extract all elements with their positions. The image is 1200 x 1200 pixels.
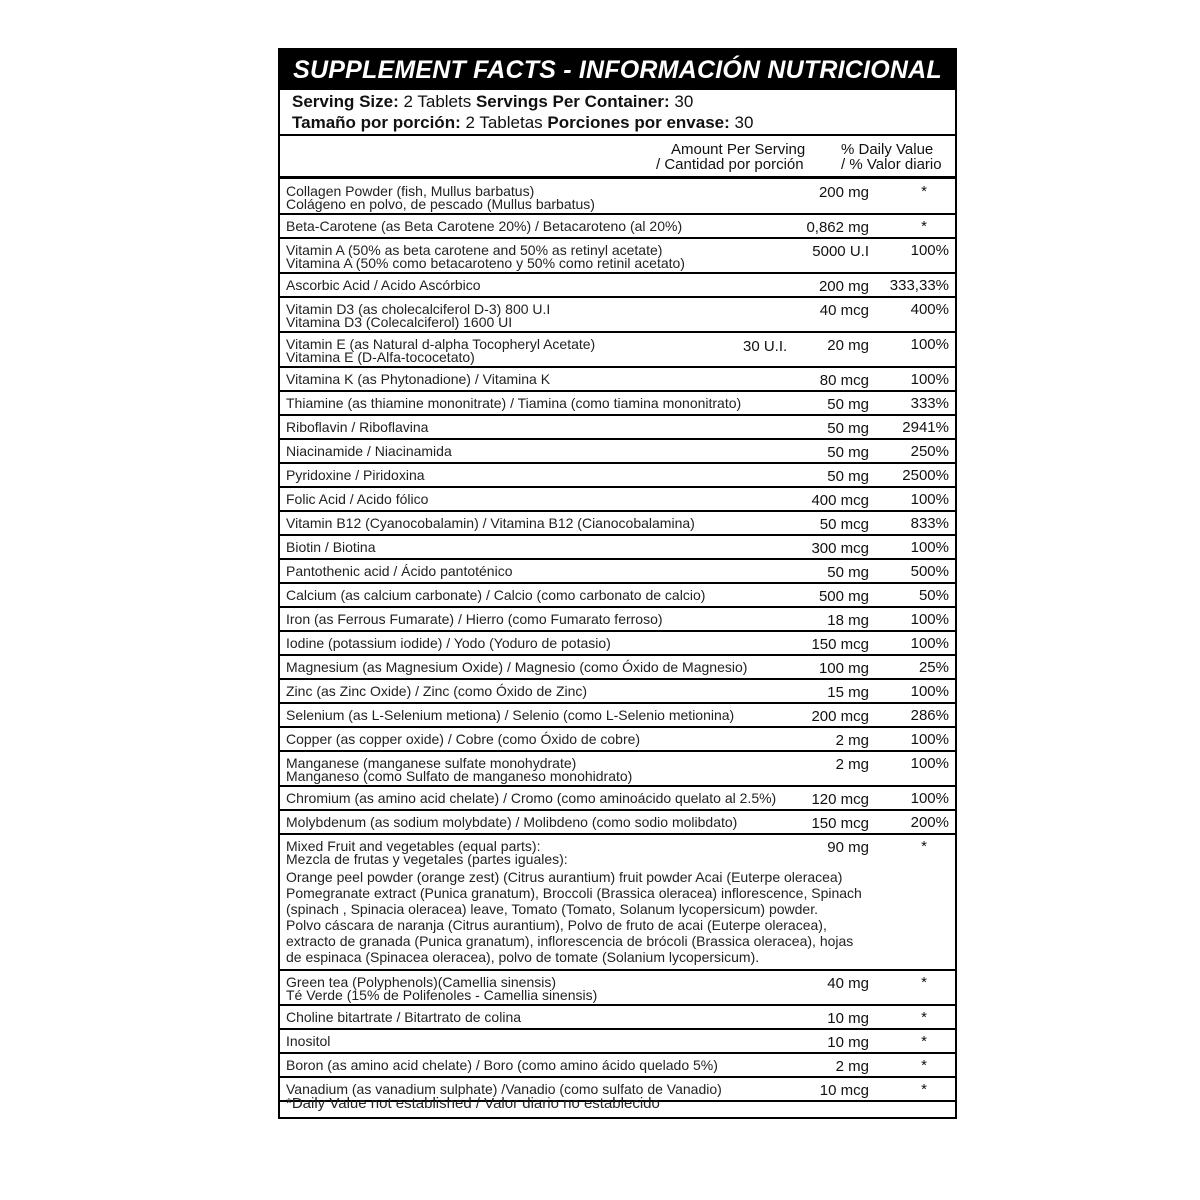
daily-value: 2941% [902,419,949,436]
amount-value: 50 mg [827,468,869,485]
nutrient-name: Chromium (as amino acid chelate) / Cromo (como aminoácido quelato al 2.5%) [286,790,777,806]
table-row [280,392,955,414]
amount-value: 50 mcg [819,516,869,533]
nutrient-name: Folic Acid / Acido fólico [286,491,429,507]
daily-value: 286% [910,707,949,724]
nutrient-name: Vitamin D3 (as cholecalciferol D-3) 800 U.I [286,301,551,317]
ingredient-description-line: extracto de granada (Punica granatum), inflorescencia de brócoli (Brassica oleracea), hojas [286,933,854,949]
amount-value: 50 mg [827,444,869,461]
daily-value: * [921,1057,927,1074]
amount-value: 10 mcg [819,1082,869,1099]
nutrient-name: Niacinamide / Niacinamida [286,443,452,459]
daily-value: 25% [918,659,949,676]
nutrient-name: Iodine (potassium iodide) / Yodo (Yoduro de potasio) [286,635,611,651]
daily-value: 200% [910,814,949,831]
nutrient-name: Collagen Powder (fish, Mullus barbatus) [286,183,535,199]
serving-size-value-es: 2 Tabletas [465,113,543,132]
amount-value: 18 mg [827,612,869,629]
daily-value: * [921,838,927,855]
divider-thick [280,176,955,179]
nutrient-name: Beta-Carotene (as Beta Carotene 20%) / Betacaroteno (al 20%) [286,218,683,234]
daily-value: 833% [910,515,949,532]
nutrient-name: Pantothenic acid / Ácido pantoténico [286,563,513,579]
amount-value: 10 mg [827,1010,869,1027]
nutrient-name: Thiamine (as thiamine mononitrate) / Tiamina (como tiamina mononitrato) [286,395,742,411]
daily-value: 100% [910,611,949,628]
nutrient-name-es: Vitamina E (D-Alfa-tococetato) [286,349,475,365]
serving-size-value: 2 Tablets [403,92,472,111]
amount-value: 50 mg [827,420,869,437]
amount-value: 20 mg [827,337,869,354]
daily-value: * [921,1009,927,1026]
table-row [280,298,955,331]
table-row [280,512,955,534]
amount-value: 40 mg [827,975,869,992]
ingredient-description-line: (spinach , Spinacia oleracea) leave, Tomato (Tomato, Solanum lycopersicum) powder. [286,901,818,917]
nutrient-name: Calcium (as calcium carbonate) / Calcio (como carbonato de calcio) [286,587,706,603]
nutrient-name: Vitamin E (as Natural d-alpha Tocopheryl Acetate) [286,336,596,352]
ingredient-description-line: Pomegranate extract (Punica granatum), Broccoli (Brassica oleracea) inflorescence, Spinach [286,885,862,901]
servings-per-container-label-es: Porciones por envase: [547,113,730,132]
nutrient-name: Copper (as copper oxide) / Cobre (como Óxido de cobre) [286,731,641,747]
daily-value: 100% [910,683,949,700]
amount-value: 50 mg [827,396,869,413]
divider [280,134,955,136]
table-row [280,239,955,272]
nutrient-name: Selenium (as L-Selenium metiona) / Selenio (como L-Selenio metionina) [286,707,735,723]
table-row [280,274,955,296]
daily-value: 2500% [902,467,949,484]
amount-value: 200 mg [818,278,869,295]
amount-value: 300 mcg [811,540,869,557]
table-row [280,416,955,438]
table-row [280,971,955,1004]
table-row [280,632,955,654]
nutrient-extra-value: 30 U.I. [743,338,788,355]
table-row [280,584,955,606]
nutrient-name-es: Colágeno en polvo, de pescado (Mullus barbatus) [286,196,595,212]
amount-value: 200 mcg [811,708,869,725]
table-row [280,656,955,678]
servings-per-container-value: 30 [674,92,694,111]
table-row [280,728,955,750]
daily-value: 100% [910,371,949,388]
ingredient-description-line: de espinaca (Spinacea oleracea), polvo de tomate (Solanium lycopersicum). [286,949,760,965]
nutrient-name: Inositol [286,1033,331,1049]
table-row [280,488,955,510]
nutrient-name-es: Vitamina D3 (Colecalciferol) 1600 UI [286,314,513,330]
daily-value: * [921,974,927,991]
serving-size-label: Serving Size: [292,92,399,111]
daily-value: 100% [910,635,949,652]
daily-value: * [921,183,927,200]
table-row [280,215,955,237]
nutrient-name: Ascorbic Acid / Acido Ascórbico [286,277,481,293]
amount-value: 15 mg [827,684,869,701]
nutrient-name: Iron (as Ferrous Fumarate) / Hierro (como Fumarato ferroso) [286,611,663,627]
daily-value: 100% [910,491,949,508]
daily-value: 250% [910,443,949,460]
table-row [280,1054,955,1076]
nutrient-name: Zinc (as Zinc Oxide) / Zinc (como Óxido de Zinc) [286,683,588,699]
amount-value: 90 mg [827,839,869,856]
col-header-dv-es: / % Valor diario [841,156,942,173]
daily-value: 100% [910,242,949,259]
table-row [280,752,955,785]
table-row [280,440,955,462]
serving-line-es [292,113,753,133]
col-header-amount: Amount Per Serving [671,141,806,158]
nutrient-name: Manganese (manganese sulfate monohydrate) [286,755,577,771]
table-row [280,180,955,213]
table-row [280,1006,955,1028]
nutrient-name-es: Mezcla de frutas y vegetales (partes iguales): [286,851,568,867]
nutrient-name: Molybdenum (as sodium molybdate) / Molibdeno (como sodio molibdato) [286,814,738,830]
nutrient-name: Biotin / Biotina [286,539,376,555]
nutrient-name: Mixed Fruit and vegetables (equal parts): [286,838,541,854]
table-row [280,368,955,390]
daily-value: 50% [918,587,949,604]
table-row [280,835,955,969]
daily-value: * [921,1081,927,1098]
daily-value: 100% [910,731,949,748]
table-row [280,787,955,809]
footnote: *Daily Value not established / Valor diario no establecido [286,1095,660,1112]
col-header-amount-es: / Cantidad por porción [656,156,804,173]
daily-value: * [921,218,927,235]
table-row [280,1030,955,1052]
table-row [280,464,955,486]
daily-value: 400% [910,301,949,318]
nutrient-name: Pyridoxine / Piridoxina [286,467,425,483]
nutrient-name: Vitamina K (as Phytonadione) / Vitamina K [286,371,551,387]
nutrient-name-es: Vitamina A (50% como betacaroteno y 50% como retinil acetato) [286,255,685,271]
serving-size-label-es: Tamaño por porción: [292,113,461,132]
amount-value: 5000 U.I [812,243,869,260]
daily-value: 100% [910,336,949,353]
table-row [280,333,955,366]
table-row [280,560,955,582]
col-header-dv: % Daily Value [841,141,934,158]
nutrient-name: Vanadium (as vanadium sulphate) /Vanadio (como sulfato de Vanadio) [286,1081,722,1097]
nutrient-name: Choline bitartrate / Bitartrato de colina [286,1009,522,1025]
table-row [280,680,955,702]
amount-value: 100 mg [818,660,869,677]
nutrient-name: Boron (as amino acid chelate) / Boro (como amino ácido quelado 5%) [286,1057,718,1073]
amount-value: 2 mg [835,756,869,773]
amount-value: 2 mg [835,732,869,749]
amount-value: 200 mg [818,184,869,201]
servings-per-container-value-es: 30 [734,113,754,132]
nutrient-name: Riboflavin / Riboflavina [286,419,429,435]
panel-title: SUPPLEMENT FACTS - INFORMACIÓN NUTRICIONAL [280,50,955,90]
amount-value: 50 mg [827,564,869,581]
table-row [280,811,955,833]
nutrient-name: Magnesium (as Magnesium Oxide) / Magnesio (como Óxido de Magnesio) [286,659,748,675]
amount-value: 40 mcg [819,302,869,319]
nutrient-name-es: Té Verde (15% de Polifenoles - Camellia sinensis) [286,987,598,1003]
amount-value: 2 mg [835,1058,869,1075]
nutrient-name: Green tea (Polyphenols)(Camellia sinensis) [286,974,557,990]
daily-value: 333,33% [889,277,949,294]
supplement-facts-panel [278,48,957,1119]
amount-value: 400 mcg [811,492,869,509]
serving-line-en [292,92,693,112]
table-row [280,704,955,726]
daily-value: 100% [910,755,949,772]
ingredient-description-line: Orange peel powder (orange zest) (Citrus aurantium) fruit powder Acai (Euterpe oleracea) [286,869,843,885]
amount-value: 500 mg [818,588,869,605]
daily-value: 100% [910,539,949,556]
amount-value: 10 mg [827,1034,869,1051]
amount-value: 150 mcg [811,815,869,832]
ingredient-description-line: Polvo cáscara de naranja (Citrus aurantium), Polvo de fruto de acai (Euterpe oleracea), [286,917,827,933]
daily-value: 100% [910,790,949,807]
nutrient-name: Vitamin B12 (Cyanocobalamin) / Vitamina B12 (Cianocobalamina) [286,515,695,531]
daily-value: * [921,1033,927,1050]
daily-value: 500% [910,563,949,580]
amount-value: 80 mcg [819,372,869,389]
amount-value: 120 mcg [811,791,869,808]
amount-value: 0,862 mg [806,219,869,236]
nutrient-name: Vitamin A (50% as beta carotene and 50% as retinyl acetate) [286,242,663,258]
amount-value: 150 mcg [811,636,869,653]
daily-value: 333% [910,395,949,412]
servings-per-container-label: Servings Per Container: [475,92,670,111]
table-row [280,536,955,558]
table-row [280,608,955,630]
nutrient-name-es: Manganeso (como Sulfato de manganeso monohidrato) [286,768,633,784]
